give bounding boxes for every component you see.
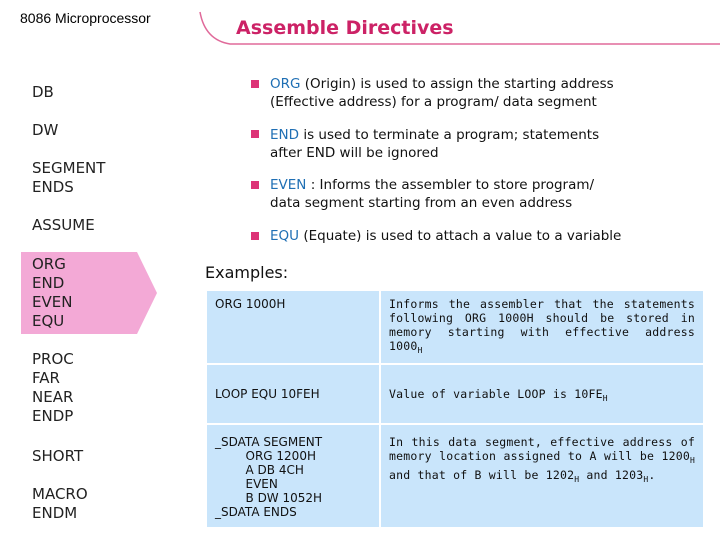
sidebar-item-short: SHORT (32, 447, 84, 465)
sidebar-item-db: DB (32, 83, 54, 101)
sidebar-highlight-arrow (137, 252, 157, 334)
keyword-equ: EQU (270, 228, 300, 244)
sidebar-item-proc-group: PROC FAR NEAR ENDP (32, 350, 74, 425)
subject-label: 8086 Microprocessor (20, 10, 151, 26)
example-desc-cell: Informs the assembler that the statements following ORG 1000H should be stored in memory starting with effective address $1000_H$ (381, 291, 703, 363)
sidebar-item-macro: MACRO ENDM (32, 485, 88, 522)
bullet-end: END is used to terminate a program; statements after END will be ignored (270, 127, 600, 161)
examples-heading: Examples: (205, 263, 289, 282)
example-desc-cell: In this data segment, effective address of memory location assigned to A will be $1200_H$ and that of B will be $1202_H$ and $1203_H$. (381, 425, 703, 527)
bullet-org: ORG (Origin) is used to assign the starting address (Effective address) for a program/ data segment (270, 76, 614, 110)
bullet-marker (251, 181, 259, 189)
keyword-even: EVEN (270, 177, 307, 193)
bullet-equ: EQU (Equate) is used to attach a value to a variable (270, 228, 622, 244)
bullet-even: EVEN : Informs the assembler to store program/ data segment starting from an even address (270, 177, 595, 211)
sidebar-item-org-group: ORG END EVEN EQU (32, 255, 73, 330)
bullet-marker (251, 80, 259, 88)
bullet-marker (251, 130, 259, 138)
example-code-cell: _SDATA SEGMENT ORG 1200H A DB 4CH EVEN B DW 1052H _SDATA ENDS (207, 425, 379, 527)
keyword-org: ORG (270, 76, 301, 92)
example-desc-cell: Value of variable LOOP is $10FE_H$ (381, 365, 703, 423)
examples-table (207, 291, 703, 527)
bullet-marker (251, 232, 259, 240)
example-code-cell: ORG 1000H (207, 291, 379, 363)
example-code-cell: LOOP EQU 10FEH (207, 365, 379, 423)
directive-sidebar (0, 0, 160, 540)
slide-title: Assemble Directives (236, 17, 454, 39)
sidebar-item-assume: ASSUME (32, 216, 95, 234)
keyword-end: END (270, 127, 300, 143)
sidebar-item-dw: DW (32, 121, 59, 139)
sidebar-item-segment: SEGMENT ENDS (32, 159, 106, 196)
